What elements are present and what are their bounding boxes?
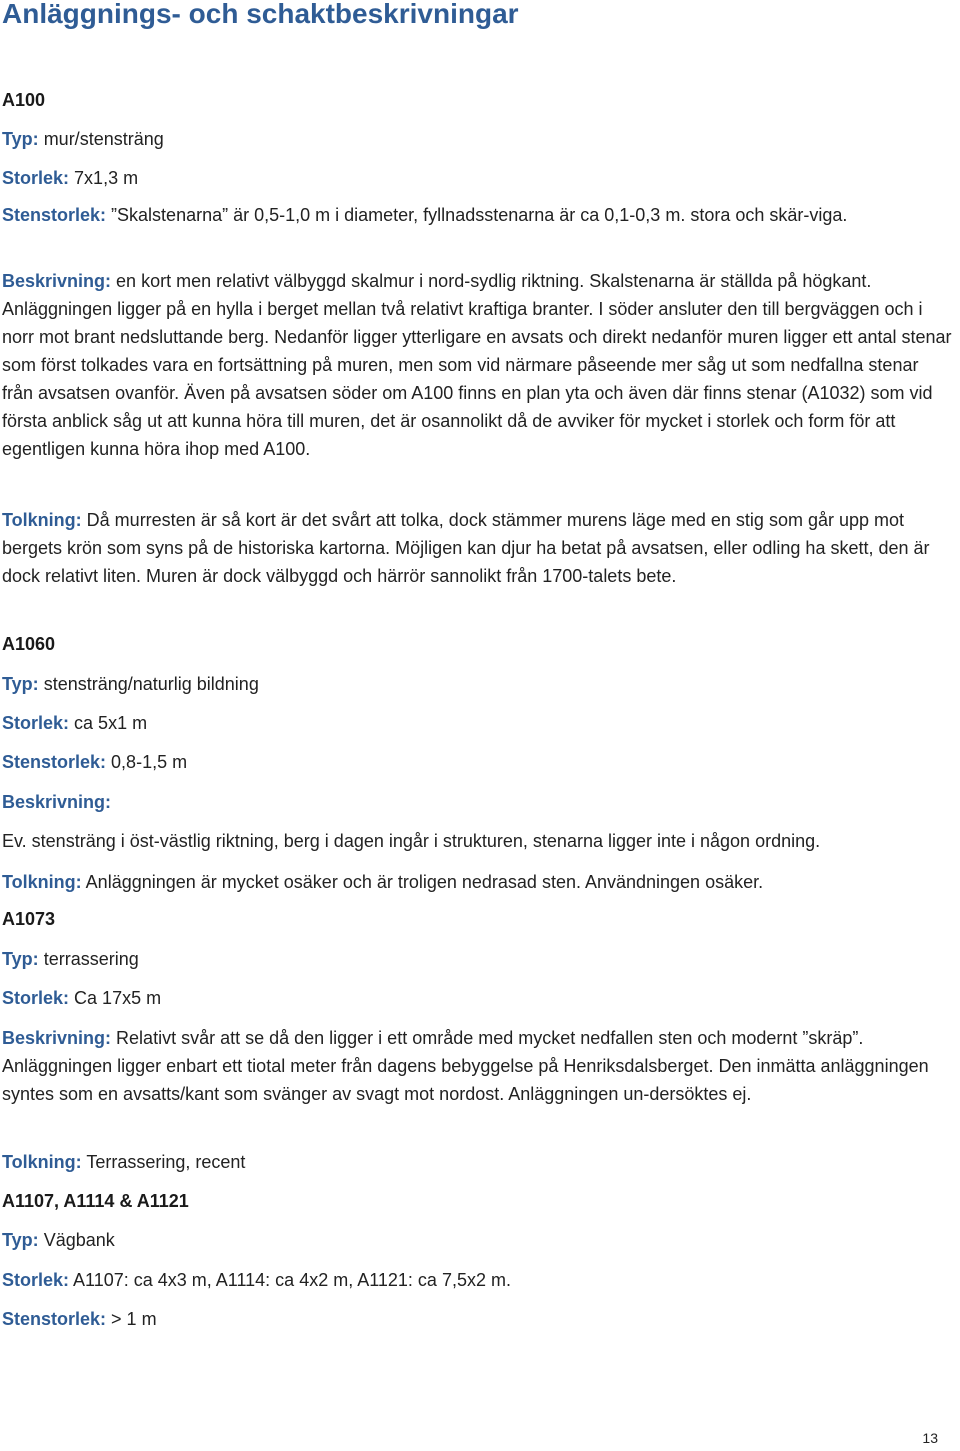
beskrivning-text <box>2 827 954 855</box>
tolkning-value: Terrassering, recent <box>86 1152 246 1172</box>
tolkning-row <box>2 868 954 896</box>
entry-id: A100 <box>2 90 46 110</box>
typ-value: stensträng/naturlig bildning <box>43 674 259 694</box>
stenstorlek-row <box>2 204 954 227</box>
storlek-label: Storlek: <box>2 168 70 188</box>
stenstorlek-value: 0,8-1,5 m <box>111 752 188 772</box>
page-number: 13 <box>922 1430 938 1446</box>
typ-value: Vägbank <box>43 1230 115 1250</box>
typ-label: Typ: <box>2 674 39 694</box>
storlek-label: Storlek: <box>2 1270 70 1290</box>
storlek-row <box>2 984 954 1012</box>
storlek-value: Ca 17x5 m <box>74 988 162 1008</box>
tolkning-label: Tolkning: <box>2 1152 82 1172</box>
typ-value: mur/stensträng <box>43 129 164 149</box>
tolkning-row <box>2 506 954 590</box>
typ-row <box>2 945 954 973</box>
typ-row <box>2 1226 954 1254</box>
stenstorlek-label: Stenstorlek: <box>2 205 107 225</box>
beskrivning-row <box>2 1024 954 1108</box>
storlek-label: Storlek: <box>2 713 70 733</box>
stenstorlek-row <box>2 1305 954 1333</box>
typ-label: Typ: <box>2 1230 39 1250</box>
beskrivning-row <box>2 788 954 816</box>
storlek-value: ca 5x1 m <box>74 713 148 733</box>
typ-label: Typ: <box>2 949 39 969</box>
stenstorlek-value: ”Skalstenarna” är 0,5-1,0 m i diameter, fyllnadsstenarna är ca 0,1-0,3 m. stora och skär-viga. <box>111 205 848 225</box>
beskrivning-value: Ev. stensträng i öst-västlig riktning, berg i dagen ingår i strukturen, stenarna ligger inte i någon ordning. <box>2 831 821 851</box>
typ-value: terrassering <box>43 949 139 969</box>
storlek-row <box>2 709 954 737</box>
beskrivning-label: Beskrivning: <box>2 271 112 291</box>
storlek-row <box>2 164 954 192</box>
tolkning-row <box>2 1148 954 1176</box>
tolkning-label: Tolkning: <box>2 510 82 530</box>
beskrivning-label: Beskrivning: <box>2 792 112 812</box>
page-title: Anläggnings- och schaktbeskrivningar <box>2 0 519 29</box>
storlek-value: 7x1,3 m <box>74 168 139 188</box>
entry-a1060 <box>2 630 954 658</box>
storlek-label: Storlek: <box>2 988 70 1008</box>
typ-row <box>2 125 954 153</box>
entry-id: A1107, A1114 & A1121 <box>2 1191 189 1211</box>
storlek-value: A1107: ca 4x3 m, A1114: ca 4x2 m, A1121: ca 7,5x2 m. <box>73 1270 511 1290</box>
entry-a1107 <box>2 1187 954 1215</box>
beskrivning-label: Beskrivning: <box>2 1028 112 1048</box>
stenstorlek-label: Stenstorlek: <box>2 752 107 772</box>
beskrivning-value: Relativt svår att se då den ligger i ett område med mycket nedfallen sten och modernt ”skräp”. Anläggningen ligger enbart ett tiotal meter från dagens bebyggelse på Henriksdalsberget. Den inmätta anläggningen syntes som en avsatts/kant som svänger av svagt mot nordost. Anläggningen un-dersöktes ej. <box>2 1028 929 1104</box>
stenstorlek-value: > 1 m <box>111 1309 157 1329</box>
entry-id: A1060 <box>2 634 56 654</box>
storlek-row <box>2 1266 954 1294</box>
entry-id: A1073 <box>2 909 56 929</box>
stenstorlek-row <box>2 748 954 776</box>
tolkning-label: Tolkning: <box>2 872 82 892</box>
typ-label: Typ: <box>2 129 39 149</box>
typ-row <box>2 670 954 698</box>
beskrivning-value: en kort men relativt välbyggd skalmur i nord-sydlig riktning. Skalstenarna är ställda på högkant. Anläggningen ligger på en hylla i berget mellan två relativt kraftiga branter. I söder ansluter den till bergväggen och i norr mot brant nedsluttande berg. Nedanför ligger ytterligare en avsats och direkt nedanför muren ligger ett antal stenar som först tolkades vara en fortsättning på muren, men som vid närmare påseende mer såg ut som nedfallna stenar från avsatsen ovanför. Även på avsatsen söder om A100 finns en plan yta och även där finns stenar (A1032) som vid första anblick såg ut att kunna höra till muren, det är osannolikt då de avviker för mycket i storlek och form för att egentligen kunna höra ihop med A100. <box>2 271 952 459</box>
tolkning-value: Då murresten är så kort är det svårt att tolka, dock stämmer murens läge med en stig som går upp mot bergets krön som syns på de historiska kartorna. Möjligen kan djur ha betat på avsatsen, eller odling ha skett, den är dock relativt liten. Muren är dock välbyggd och härrör sannolikt från 1700-talets bete. <box>2 510 930 586</box>
tolkning-value: Anläggningen är mycket osäker och är troligen nedrasad sten. Användningen osäker. <box>85 872 764 892</box>
stenstorlek-label: Stenstorlek: <box>2 1309 107 1329</box>
entry-a1073 <box>2 905 954 933</box>
entry-a100 <box>2 86 954 114</box>
beskrivning-row <box>2 267 954 463</box>
